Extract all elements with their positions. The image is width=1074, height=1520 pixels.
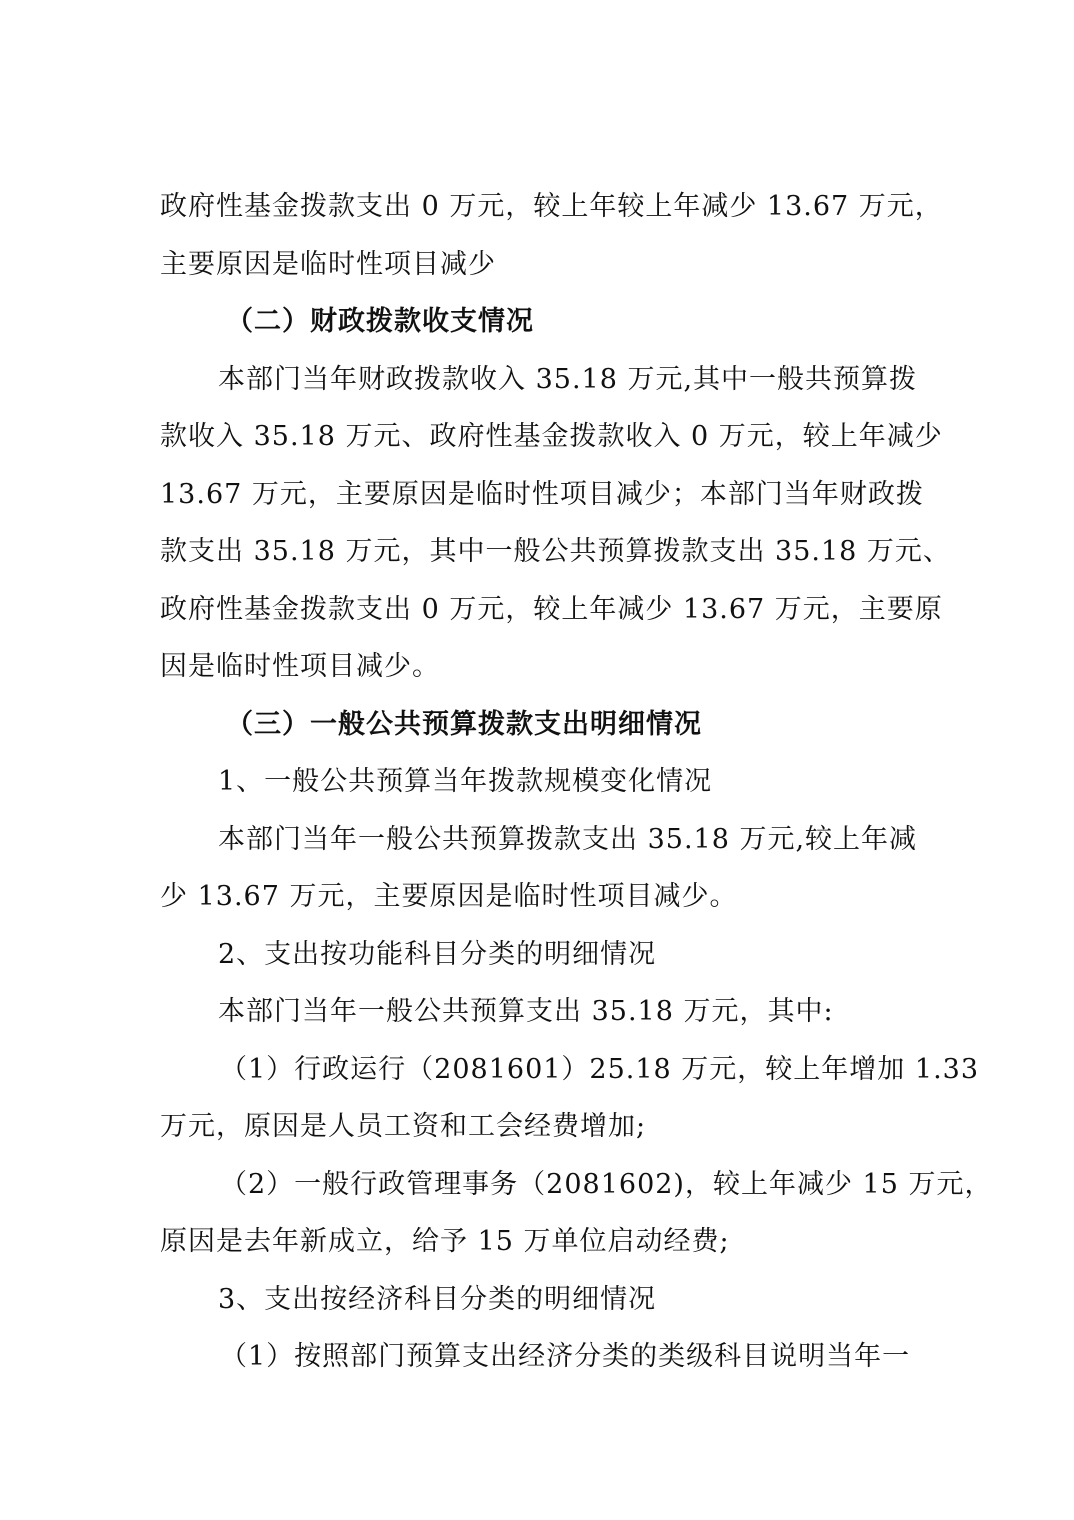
paragraph-line: 款支出 35.18 万元，其中一般公共预算拨款支出 35.18 万元、 [160,536,951,567]
paragraph-line: 政府性基金拨款支出 0 万元，较上年减少 13.67 万元，主要原 [160,593,943,625]
subsection-title: 2、支出按功能科目分类的明细情况 [218,938,657,970]
list-item-line: （1）按照部门预算支出经济分类的类级科目说明当年一 [220,1341,911,1372]
document-page [160,178,993,1386]
paragraph-line: 本部门当年一般公共预算支出 35.18 万元，其中: [218,996,834,1027]
paragraph-line: 13.67 万元，主要原因是临时性项目减少；本部门当年财政拨 [160,478,924,510]
paragraph-line: 主要原因是临时性项目减少 [160,248,496,280]
paragraph-line: 本部门当年财政拨款收入 35.18 万元,其中一般共预算拨 [218,363,918,395]
section-heading: （三）一般公共预算拨款支出明细情况 [226,708,702,740]
paragraph-line: 本部门当年一般公共预算拨款支出 35.18 万元,较上年减 [218,823,918,855]
paragraph-line: 政府性基金拨款支出 0 万元，较上年较上年减少 13.67 万元， [160,191,943,222]
list-item-line: （2）一般行政管理事务（2081602)，较上年减少 15 万元， [220,1168,993,1200]
list-item-line: 原因是去年新成立，给予 15 万单位启动经费; [160,1226,730,1257]
paragraph-line: 因是临时性项目减少。 [160,651,440,682]
subsection-title: 1、一般公共预算当年拨款规模变化情况 [218,766,713,797]
section-heading: （二）财政拨款收支情况 [226,306,534,337]
subsection-title: 3、支出按经济科目分类的明细情况 [218,1283,657,1315]
list-item-line: （1）行政运行（2081601）25.18 万元，较上年增加 1.33 [220,1053,980,1085]
list-item-line: 万元，原因是人员工资和工会经费增加; [160,1111,647,1142]
paragraph-line: 款收入 35.18 万元、政府性基金拨款收入 0 万元，较上年减少 [160,421,943,452]
paragraph-line: 少 13.67 万元，主要原因是临时性项目减少。 [160,881,738,912]
